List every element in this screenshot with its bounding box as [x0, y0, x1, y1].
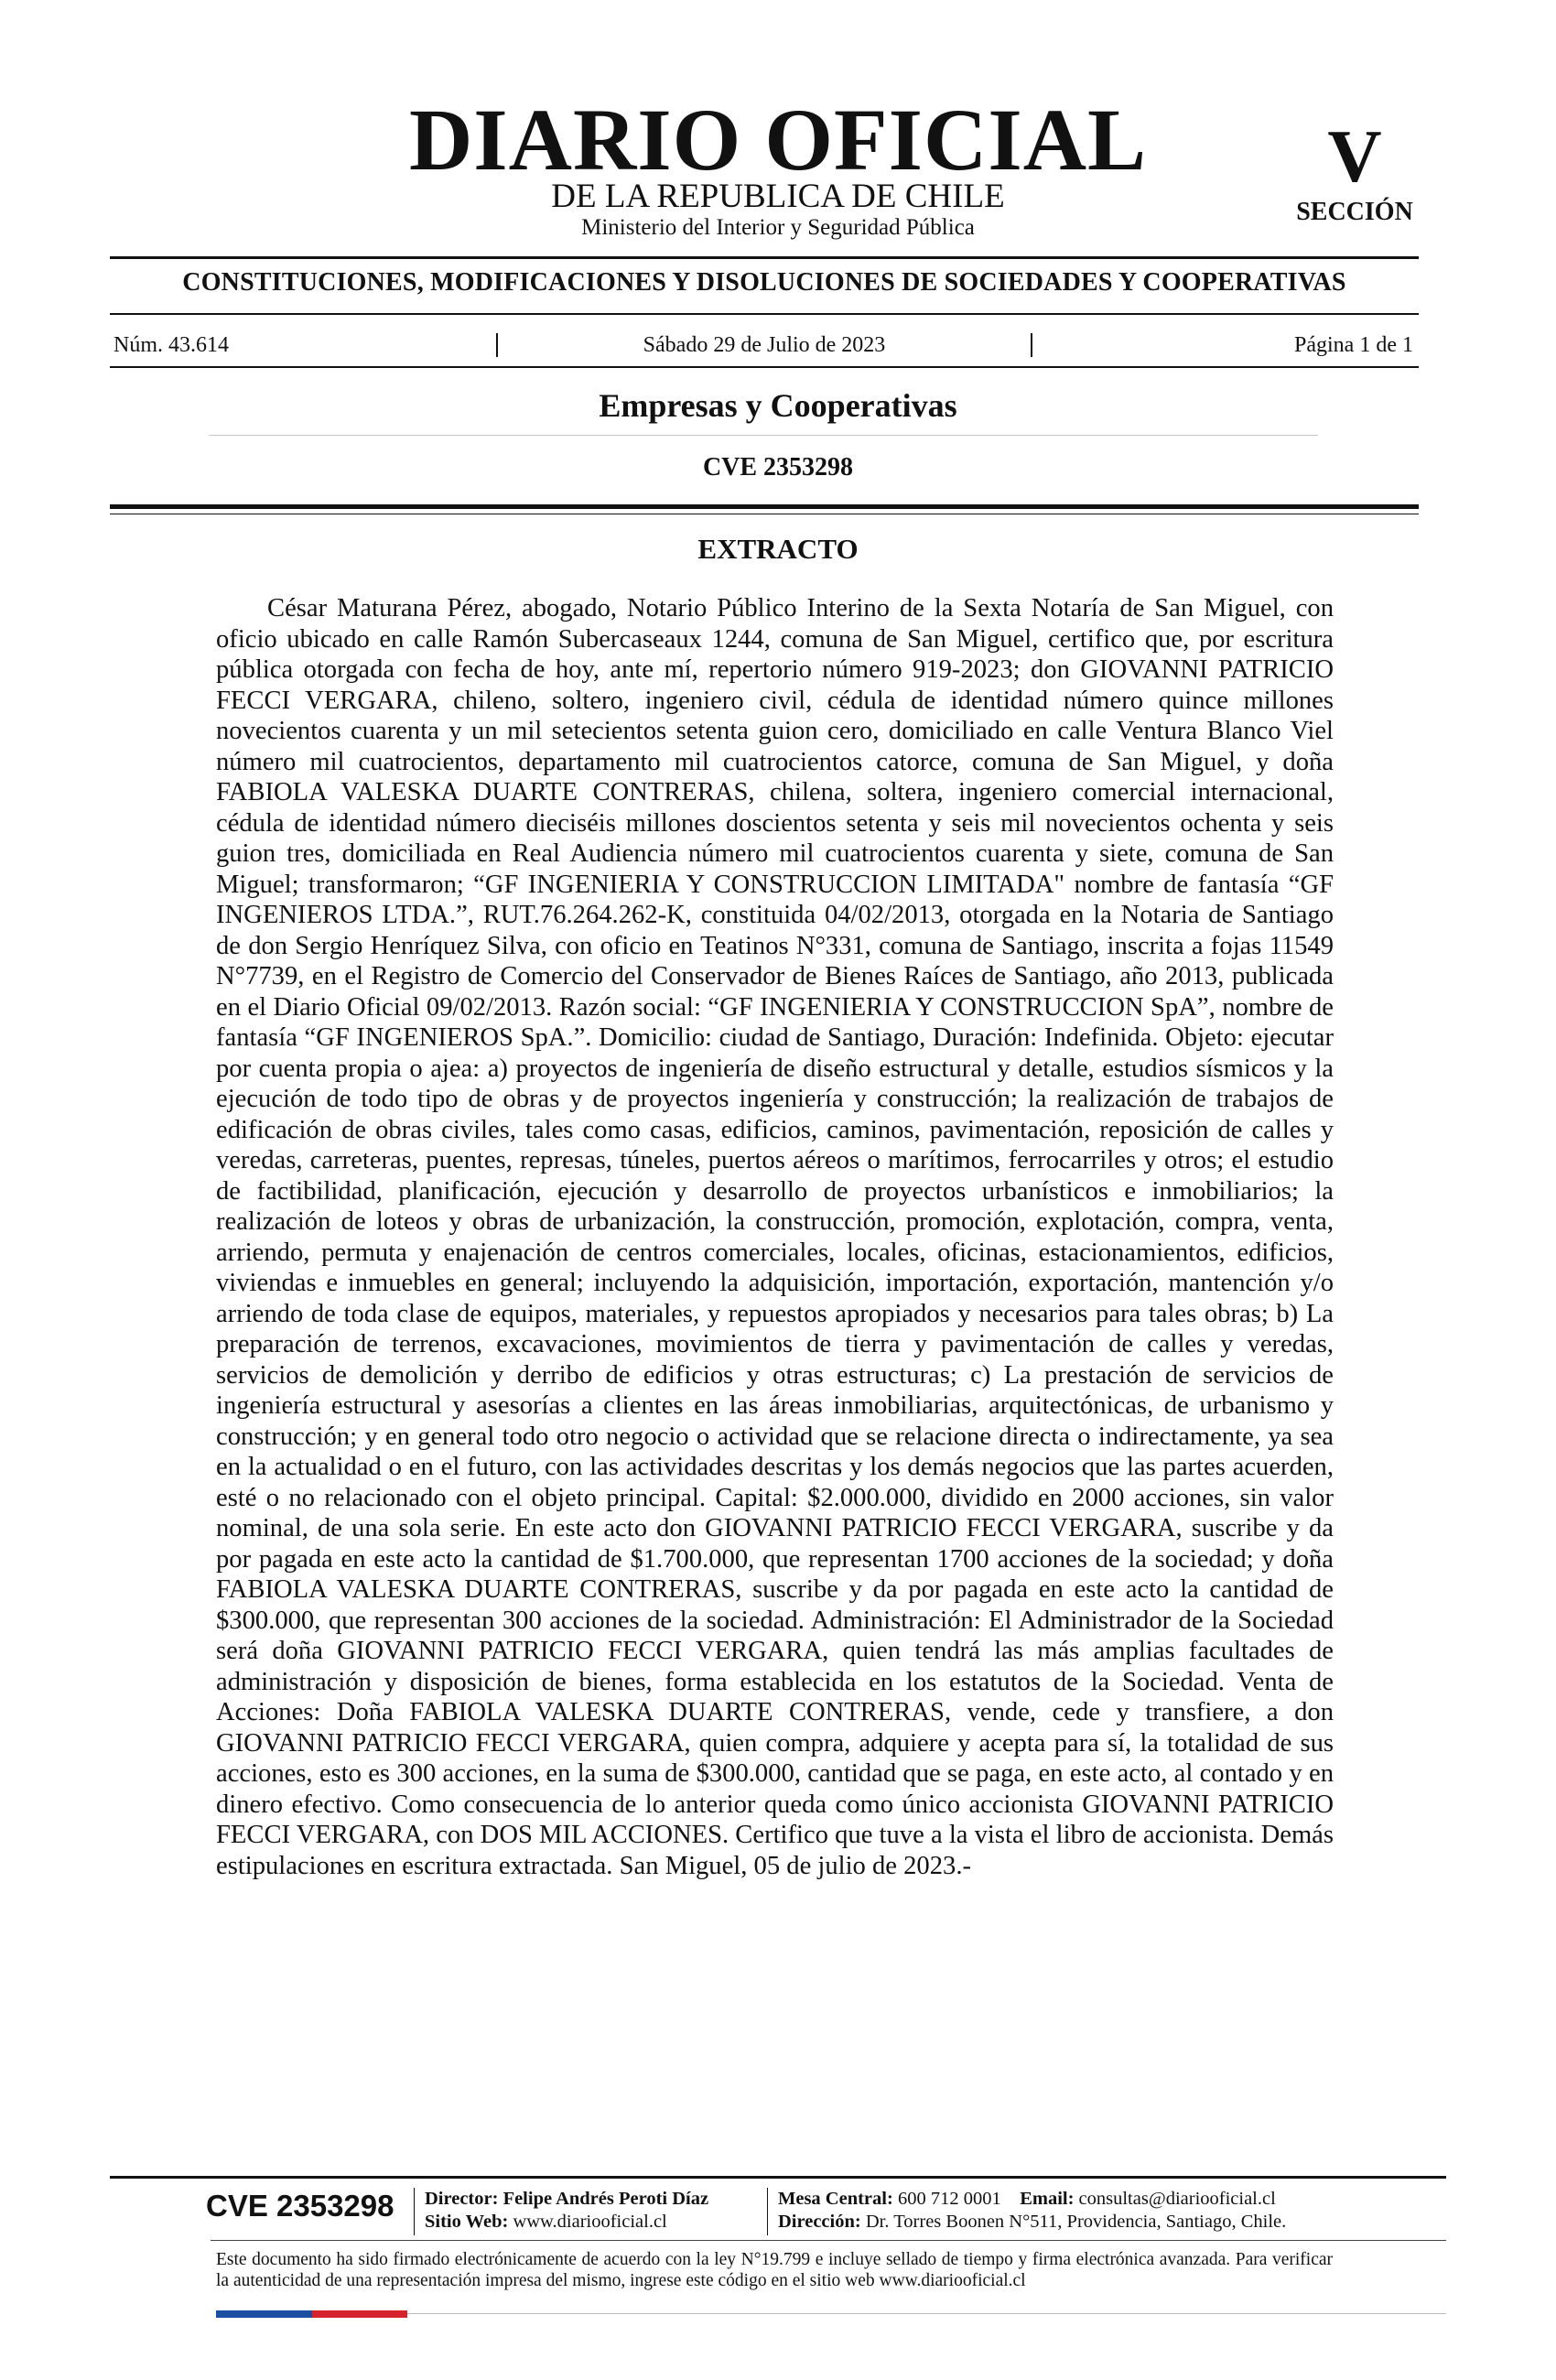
issue-info-bar [110, 331, 1419, 359]
article-heading: EXTRACTO [697, 533, 859, 565]
director-label: Director: [425, 2189, 499, 2209]
footer-separator [767, 2188, 768, 2235]
section-letter: V [1327, 114, 1382, 198]
masthead-ministry: Ministerio del Interior y Seguridad Pública [581, 215, 975, 240]
info-bottom-rule [110, 366, 1419, 368]
flag-stripe-blue [216, 2310, 312, 2318]
section-label: SECCIÓN [1296, 198, 1413, 226]
footer-rule-thin [211, 2240, 1446, 2241]
site-link[interactable]: www.diariooficial.cl [513, 2212, 667, 2232]
category-bottom-rule [110, 313, 1419, 315]
page-indicator: Página 1 de 1 [1294, 333, 1413, 357]
section-title: Empresas y Cooperativas [599, 387, 957, 424]
flag-stripe-red [312, 2310, 407, 2318]
footer-cve-code: CVE 2353298 [206, 2189, 394, 2223]
issue-date: Sábado 29 de Julio de 2023 [643, 333, 886, 357]
category-heading: CONSTITUCIONES, MODIFICACIONES Y DISOLUCIONES DE SOCIEDADES Y COOPERATIVAS [182, 268, 1346, 297]
article-body: César Maturana Pérez, abogado, Notario Público Interino de la Sexta Notaría de San Miguel, con oficio ubicado en calle Ramón Subercaseaux 1244, comuna de San Miguel, certifico que, por escritura pública otorgada con fecha de hoy, ante mí, repertorio número 919-2023; don GIOVANNI PATRICIO FECCI VERGARA, chileno, soltero, ingeniero civil, cédula de identidad número quince millones novecientos cuarenta y un mil setecientos setenta guion cero, domiciliado en calle Ventura Blanco Viel número mil cuatrocientos, departamento mil cuatrocientos catorce, comuna de San Miguel, y doña FABIOLA VALESKA DUARTE CONTRERAS, chilena, soltera, ingeniero comercial internacional, cédula de identidad número dieciséis millones doscientos setenta y seis mil novecientos ochenta y seis guion tres, domiciliada en Real Audiencia número mil cuatrocientos cuarenta y siete, comuna de San Miguel; transformaron; “GF INGENIERIA Y CONSTRUCCION LIMITADA" nombre de fantasía “GF INGENIEROS LTDA.”, RUT.76.264.262-K, constituida 04/02/2013, otorgada en la Notaria de Santiago de don Sergio Henríquez Silva, con oficio en Teatinos N°331, comuna de Santiago, inscrita a fojas 11549 N°7739, en el Registro de Comercio del Conservador de Bienes Raíces de Santiago, año 2013, publicada en el Diario Oficial 09/02/2013. Razón social: “GF INGENIERIA Y CONSTRUCCION SpA”, nombre de fantasía “GF INGENIEROS SpA.”. Domicilio: ciudad de Santiago, Duración: Indefinida. Objeto: ejecutar por cuenta propia o ajea: a) proyectos de ingeniería de diseño estructural y detalle, estudios sísmicos y la ejecución de todo tipo de obras y de proyectos ingeniería y construcción; la realización de trabajos de edificación de obras civiles, tales como casas, edificios, caminos, pavimentación, reposición de calles y veredas, carreteras, puentes, represas, túneles, puertos aéreos o marítimos, ferrocarriles y otros; el estudio de factibilidad, planificación, ejecución y desarrollo de proyectos urbanísticos e inmobiliarios; la realización de loteos y obras de urbanización, la construcción, promoción, explotación, compra, venta, arriendo, permuta y enajenación de centros comerciales, locales, oficinas, estacionamientos, edificios, viviendas e inmuebles en general; incluyendo la adquisición, importación, exportación, mantención y/o arriendo de toda clase de equipos, materiales, y repuestos apropiados y necesarios para tales obras; b) La preparación de terrenos, excavaciones, movimientos de tierra y pavimentación de calles y veredas, servicios de demolición y derribo de edificios y otras estructuras; c) La prestación de servicios de ingeniería estructural y asesorías a clientes en las áreas inmobiliarias, arquitectónicas, de urbanismo y construcción; y en general todo otro negocio o actividad que se relacione directa o indirectamente, ya sea en la actualidad o en el futuro, con las actividades descritas y los demás negocios que las partes acuerden, esté o no relacionado con el objeto principal. Capital: $2.000.000, dividido en 2000 acciones, sin valor nominal, de una sola serie. En este acto don GIOVANNI PATRICIO FECCI VERGARA, suscribe y da por pagada en este acto la cantidad de $1.700.000, que representan 1700 acciones de la sociedad; y doña FABIOLA VALESKA DUARTE CONTRERAS, suscribe y da por pagada en este acto la cantidad de $300.000, que representan 300 acciones de la sociedad. Administración: El Administrador de la Sociedad será doña GIOVANNI PATRICIO FECCI VERGARA, quien tendrá las más amplias facultades de administración y disposición de bienes, forma establecida en los estatutos de la Sociedad. Venta de Acciones: Doña FABIOLA VALESKA DUARTE CONTRERAS, vende, cede y transfiere, a don GIOVANNI PATRICIO FECCI VERGARA, quien compra, adquiere y acepta para sí, la totalidad de sus acciones, esto es 300 acciones, en la suma de $300.000, cantidad que se paga, en este acto, al contado y en dinero efectivo. Como consecuencia de lo anterior queda como único accionista GIOVANNI PATRICIO FECCI VERGARA, con DOS MIL ACCIONES. Certifico que tuve a la vista el libro de accionista. Demás estipulaciones en escritura extractada. San Miguel, 05 de julio de 2023.- [216, 594, 1334, 1880]
info-separator [1031, 333, 1032, 357]
director-name: Felipe Andrés Peroti Díaz [502, 2189, 709, 2209]
cve-code: CVE 2353298 [702, 453, 854, 481]
address-value: Dr. Torres Boonen N°511, Providencia, Santiago, Chile. [865, 2212, 1287, 2232]
footer-rule [110, 2176, 1446, 2179]
category-top-rule [110, 256, 1419, 259]
section-divider [209, 435, 1318, 436]
issue-number: Núm. 43.614 [113, 333, 229, 357]
flag-rule [407, 2313, 1446, 2314]
masthead-title: DIARIO OFICIAL [408, 91, 1148, 189]
footer-director-block [425, 2188, 708, 2234]
footer-separator [414, 2188, 415, 2235]
phone-label: Mesa Central: [778, 2189, 893, 2209]
heavy-divider [110, 504, 1419, 509]
masthead-subtitle: DE LA REPUBLICA DE CHILE [551, 178, 1005, 215]
site-label: Sitio Web: [425, 2212, 509, 2232]
footer-contact-block [778, 2188, 1286, 2234]
email-link[interactable]: consultas@diariooficial.cl [1078, 2189, 1276, 2209]
address-label: Dirección: [778, 2212, 861, 2232]
phone-value: 600 712 0001 [897, 2189, 1001, 2209]
footer-notice: Este documento ha sido firmado electrónicamente de acuerdo con la ley N°19.799 e incluye sellado de tiempo y firma electrónica avanzada. Para verificar la autenticidad de una representación impresa del mismo, ingrese este código en el sitio web www.diariooficial.cl [216, 2250, 1333, 2290]
email-label: Email: [1020, 2189, 1075, 2209]
